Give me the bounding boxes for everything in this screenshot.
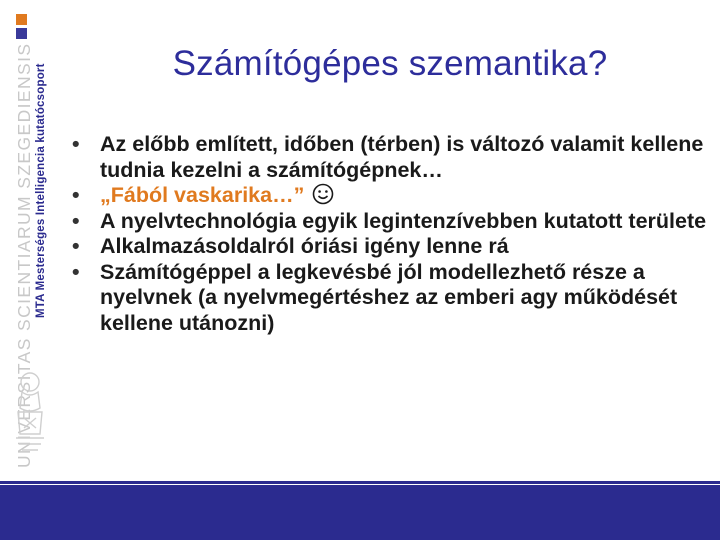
bullet-text-quote: „Fából vaskarika…” [100,183,311,207]
orange-square-logo [16,14,27,25]
bullet-symbol: • [72,234,80,258]
bullet-item [70,183,710,209]
bullet-text: Az előbb említett, időben (térben) is változó valamit kellene tudnia kezelni a számítógépnek… [100,132,704,182]
branding-strip [0,0,58,485]
bullet-item [70,132,710,183]
bullet-symbol: • [72,132,80,156]
bullet-item [70,209,710,235]
footer-divider [0,481,720,484]
bullet-item [70,234,710,260]
bullet-list [70,132,710,336]
university-name-vertical: UNIVERSITAS SCIENTIARUM SZEGEDIENSIS [14,42,34,468]
smiley-icon [312,183,334,205]
bullet-symbol: • [72,259,80,284]
bullet-symbol: • [72,208,80,233]
slide-title: Számítógépes szemantika? [172,44,608,83]
university-seal-icon [10,362,50,458]
blue-square-logo [16,28,27,39]
bullet-symbol: • [72,183,80,207]
group-name-vertical: MTA Mesterséges Intelligencia kutatócsoport [35,63,47,318]
bullet-text: Számítógéppel a legkevésbé jól modellezhető része a nyelvnek (a nyelvmegértéshez az emberi agy működését kellene utánozni) [100,259,678,335]
bullet-item [70,260,710,337]
bullet-text: A nyelvtechnológia egyik legintenzívebben kutatott területe [100,208,707,233]
bullet-text: Alkalmazásoldalról óriási igény lenne rá [100,234,509,258]
footer-band [0,485,720,540]
